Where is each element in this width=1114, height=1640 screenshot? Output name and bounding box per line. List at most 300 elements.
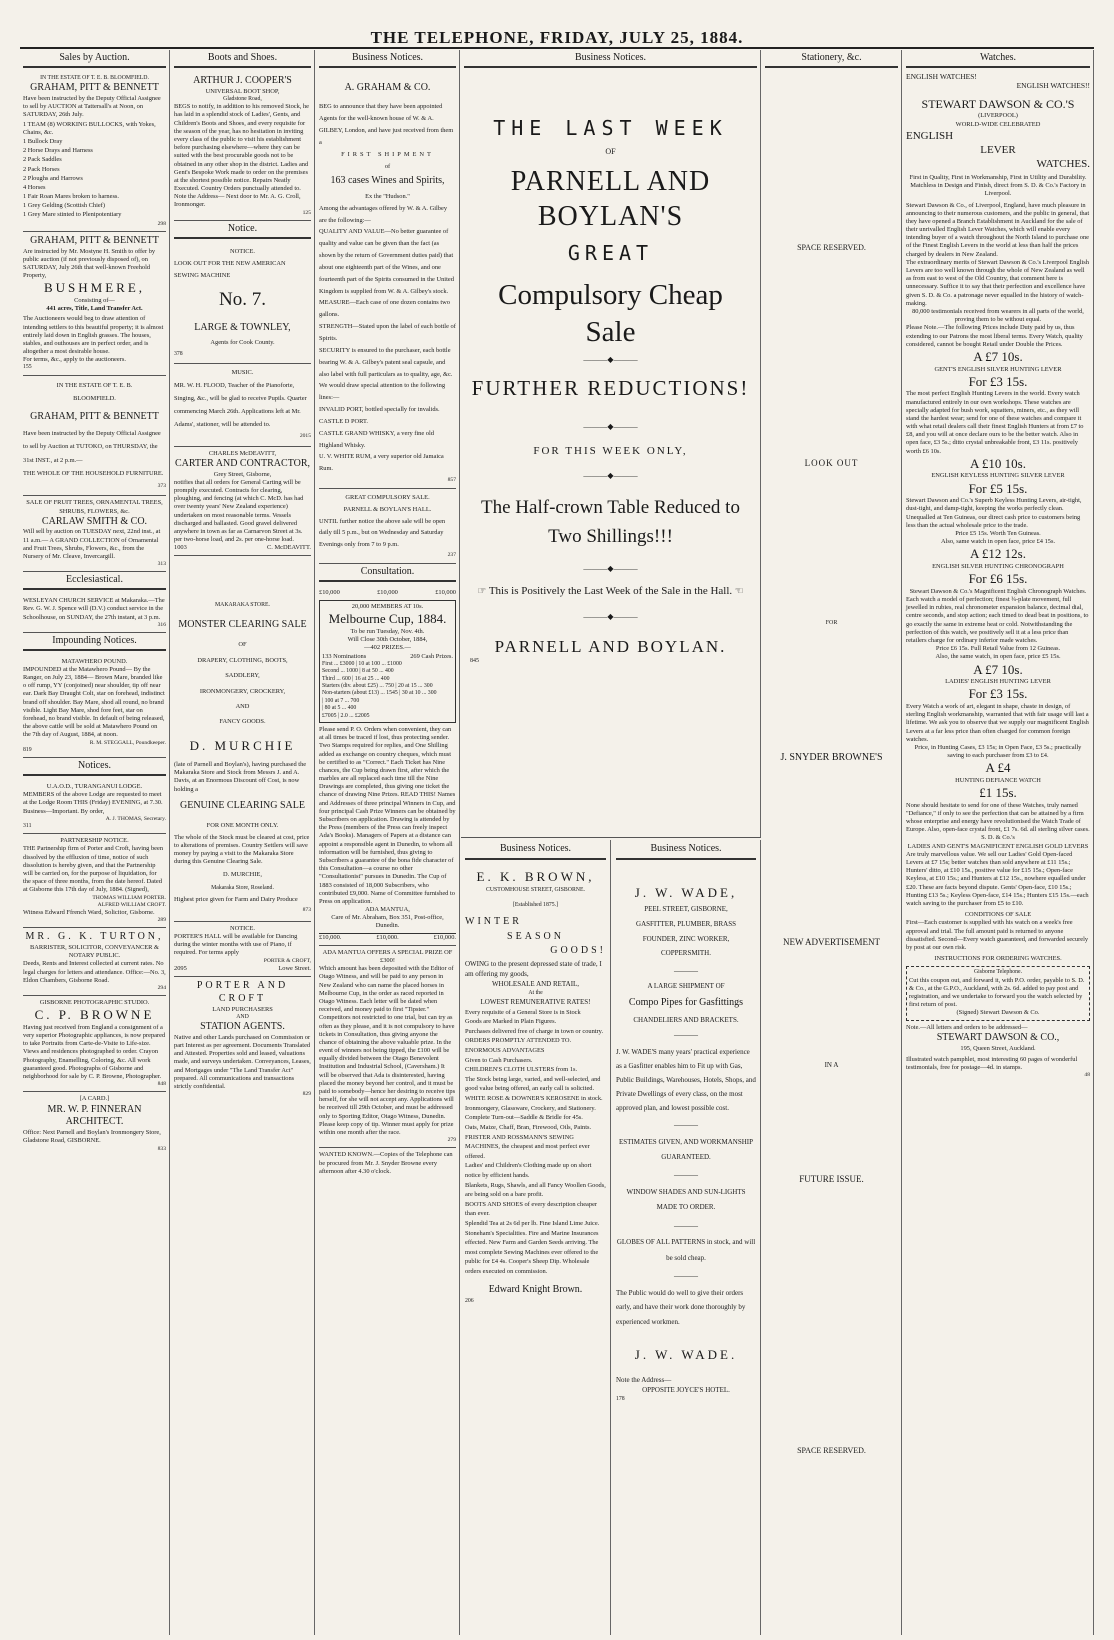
ad-body: QUALITY AND VALUE—No better guarantee of quality and value can be given than the fact (as shown by the return of Government duties paid) that about one eighteenth part of the Wines, and one fourteenth part of the Spirits consumed in the United Kingdom is supplied from W. & A. Gilbey's stock.	[319, 228, 454, 295]
ad-body: (late of Parnell and Boylan's), having purchased the Makaraka Store and Stock from Messrs J. and A. Davis, at an Enormous Discount off Cost, is now holding a	[174, 760, 307, 793]
ad-text: CUSTOMHOUSE STREET, GISBORNE.	[486, 887, 585, 894]
ad-number: 845	[470, 657, 479, 664]
ad-number: 206	[465, 1298, 474, 1305]
list-item: Every requisite of a General Store is in Stock	[465, 1008, 581, 1016]
ad-body: Stewart Dawson & Co., of Liverpool, England, have much pleasure in announcing to their numerous customers, and the public in general, that they have opened a Branch Establishment in Auckland for the sale of their unrivalled English Lever Watches, which will enable every intending buyer of a watch throughout the North Island to purchase one of the Finest English Levers in the world at less than half the prices charged by dealers in New Zealand.	[906, 201, 1090, 258]
space-reserved-label: SPACE RESERVED.	[797, 1446, 866, 1455]
list-item: 2 Pack Horses	[23, 165, 60, 173]
wine-list	[319, 404, 456, 475]
ad-fruit-trees	[23, 496, 166, 572]
list-item: 1 Bullock Dray	[23, 137, 63, 145]
masthead-title: THE TELEPHONE, FRIDAY, JULY 25, 1884.	[370, 28, 744, 47]
ad-body: Office: Next Parnell and Boylan's Ironmongery Store, Gladstone Road, GISBORNE.	[23, 1129, 161, 1145]
table-row: Second ... 1000 | 8 at 50 ... 400	[322, 668, 394, 675]
ad-text: FOR THIS WEEK ONLY,	[533, 445, 688, 458]
store-item-list	[174, 653, 311, 730]
ad-body: The extraordinary merits of Stewart Dawson & Co.'s Liverpool English Levers are too well known through the whole of New Zealand as well as from east to west of the Old Country, that comment here is unnecessary. Suffice it to say that their perfection and excellence have given S. D. & Co. a patronage never equalled in the history of watch-making.	[906, 258, 1089, 307]
list-item: Ironmongery, Glassware, Crockery, and Stationery.	[465, 1104, 596, 1112]
ad-body: SECURITY is ensured to the purchaser, each bottle bearing W. & A. Gilbey's patent seal capsule, and also label with full particulars as to quality, age, &c.	[319, 346, 453, 378]
ad-body: MR. W. H. FLOOD, Teacher of the Pianoforte, Singing, &c., will be glad to receive Pupils. Quarter commencing March 26th. Applications left at Mr. Adams', stationer, will be attended to.	[174, 382, 307, 428]
auctioneer-name: GRAHAM, PITT & BENNETT	[30, 234, 159, 246]
ad-body: Are truly marvellous value. We sell our Ladies' Gold Open-faced Levers at £7 15s; better watches than sold anywhere at £11 15s.; Hunters' ditto, at £10 15s., positive value for £15 15s.; Open-face Keyless, at £10 15s.; and Hunters at £12 15s., nowhere equalled under £20. These are facts beyond dispute. Gents' Open-face, £10 15s.; Hunting £13 5s.; Keyless Open-face, £14 15s.; Hunters £15 15s.—each watch saving to the purchaser from £5 to £10.	[906, 850, 1089, 907]
price-offer: For £3 15s.	[968, 686, 1028, 702]
ad-text: Makaraka Store, Roseland.	[211, 885, 274, 892]
ad-body: The Public would do well to give their orders early, and have their work done thoroughly by experienced workmen.	[616, 1288, 746, 1327]
ad-text: LADIES AND GENT'S MAGNIFICENT ENGLISH GOLD LEVERS	[907, 842, 1089, 850]
ad-graham-wines	[319, 72, 456, 490]
list-item: Splendid Tea at 2s 6d per lb. Fine Island Lime Juice. Stoneham's Specialities. Fire and Marine Insurances effected. New Farm and Garden Seeds arriving. The most complete Sewing Machines ever offered to the public for £4 4s. Cooper's Sheep Dip. Wholesale orders executed on commission.	[465, 1219, 600, 1276]
ad-name: D. MURCHIE	[189, 737, 296, 753]
table-row: Non-starters (about £13) ... 1545 | 30 at 10 ... 300	[322, 690, 437, 697]
ad-headline: FURTHER REDUCTIONS!	[471, 376, 750, 401]
section-header: Boots and Shoes.	[174, 52, 311, 68]
ornament-divider: ———	[674, 1030, 698, 1040]
section-header: Business Notices.	[319, 52, 456, 68]
ad-body: Every Watch a work of art, elegant in shape, chaste in design, of sterling English workmanship, warranted that with fair usage will last a lifetime. We ask you to observe that we supply our magnificent English Levers at a far less price than often charged for common foreign watches.	[906, 702, 1089, 743]
ad-tag: MAKARAKA STORE.	[215, 602, 270, 609]
ad-headline: LEVER	[980, 143, 1016, 156]
ad-text: This is Positively the Last Week of the Sale in the Hall.	[488, 584, 733, 597]
estate-line: IN THE ESTATE OF T. E. B. BLOOMFIELD.	[40, 74, 149, 81]
ad-body: Have been instructed by the Deputy Official Assignee to sell by AUCTION at Tattersall's at Noon, on SATURDAY, 26th July.	[23, 95, 161, 119]
ad-body: Will sell by auction on TUESDAY next, 22nd inst., at 11 a.m.— A GRAND COLLECTION of Ornamental and Fruit Trees, Shrubs, Flowers, &c., from the Nursery of Mr. Cleave, Invercargill.	[23, 528, 161, 561]
ad-signature: Edward Knight Brown.	[488, 1283, 583, 1295]
section-header: Ecclesiastical.	[23, 574, 166, 590]
ad-headline: WINTER	[465, 916, 522, 928]
auctioneer-name: GRAHAM, PITT & BENNETT	[30, 410, 159, 422]
ad-title: INSTRUCTIONS FOR ORDERING WATCHES.	[934, 955, 1062, 963]
ad-text: THE WHOLE OF THE HOUSEHOLD FURNITURE.	[23, 470, 164, 478]
ad-body: notifies that all orders for General Carting will be promptly executed. Contracts for clearing, ploughing, and fencing (at which C. McD. has had over twenty years' New Zealand experience) undertaken on most reasonable terms. Vessels discharged and ballasted. Good gravel delivered anywhere in town as far as Carnarvon Street at 3s. per two-horse load, and 2s. per one-horse load.	[174, 478, 304, 544]
ad-text: WINDOW SHADES AND SUN-LIGHTS MADE TO ORDER.	[626, 1188, 746, 1212]
list-item: Goods are Marked in Plain Figures.	[465, 1018, 557, 1026]
ad-turton	[23, 928, 166, 996]
ad-text: ENGLISH WATCHES!	[906, 71, 977, 81]
ad-text: For terms, &c., apply to the auctioneers.	[23, 356, 126, 364]
price-offer: For £3 15s.	[968, 373, 1028, 389]
ad-impound	[23, 655, 166, 758]
list-item: CASTLE GRAND WHISKY, a very fine old Highland Whisky.	[319, 429, 434, 449]
ad-text: Also, the same watch, in open face, price £5 15s.	[935, 653, 1061, 661]
ad-tag: [A CARD.]	[79, 1095, 110, 1103]
ad-headline: Compo Pipes for Gasfittings	[628, 996, 744, 1008]
ad-body: We would draw special attention to the following lines:—	[319, 382, 446, 402]
ad-name: STEWART DAWSON & CO.'S	[921, 96, 1075, 111]
ad-body: J. W. WADE'S many years' practical experience as a Gasfitter enables him to Fit up with Gas, Public Buildings, Warehouses, Hotels, Shops, and Private Dwellings of every class, on the most approved plan, and lowest possible cost.	[616, 1048, 756, 1113]
ad-number: 311	[23, 822, 32, 829]
watch-description: HUNTING DEFIANCE WATCH	[955, 776, 1041, 784]
ad-compulsory-sale	[319, 489, 456, 564]
ornament-divider: ———◆———	[583, 563, 638, 573]
ad-photo-studio	[23, 996, 166, 1092]
ad-text: FOR	[825, 619, 838, 626]
ad-body: PORTER'S HALL will be available for Dancing during the winter months with use of Piano, if required. For terms apply	[174, 933, 298, 957]
auctioneer-name: GRAHAM, PITT & BENNETT	[30, 82, 159, 94]
ad-body: BEG to announce that they have been appointed Agents for the well-known house of W. & A. GILBEY, London, and have just received from them a	[319, 103, 454, 146]
ad-body: IMPOUNDED at the Matawhero Pound— By the Ranger, on July 23, 1884— Brown Mare, branded like o off rump, YY (conjoined) near shoulder, tip off near ear. Dark Bay Draught Colt, star on forehead, indistinct brand off shoulder. Bay Mare, shod all round, no brand visible. Light Bay Mare, shod fore feet, star on forehead, no brand visible. In default of being released, the above cattle will be sold at Matawhero Pound on the 7th day of August, 1884, at noon.	[23, 665, 165, 739]
ad-body: The most perfect English Hunting Levers in the world. Every watch manufactured entirely in our own workshops. These watches are specially adapted for bush work, squatters, miners, etc., as they will stand the hardest wear; send for one of these watches and compare it with what retail dealers call their finest English Hunters at from £7 to £8, and you will at once declare ours to be the better watch. Also in open face, £3 5s.; ditto crystal unbreakable front, £3 11s. positively worth £6 10s.	[906, 390, 1084, 455]
ad-headline: GENUINE CLEARING SALE	[180, 800, 305, 812]
ad-body: WESLEYAN CHURCH SERVICE at Makaraka.—The Rev. G. W. J. Spence will (D.V.) conduct service in the Schoolhouse, on SUNDAY, the 27th instant, at 3 p.m.	[23, 597, 165, 621]
ad-text: At the	[528, 990, 543, 997]
list-item: U. V. WHITE RUM, a very superior old Jamaica Rum.	[319, 453, 444, 473]
section-header: Notice.	[174, 223, 311, 239]
ornament-divider: ———	[674, 1170, 698, 1180]
list-item: The Stock being large, varied, and well-selected, and good value being offered, an early call is solicited.	[465, 1075, 601, 1093]
table-row: Starters (div. about £25) ... 750 | 20 at 15 ... 300	[322, 682, 433, 689]
ad-wanted-known	[319, 1148, 456, 1179]
ad-body: Which amount has been deposited with the Editor of Otago Witness, and will be paid to any person in New Zealand who can name the placed horses in Melbourne Cup, in the order as raced reported in Otago Witness. Each letter will be dated when received, and money paid to first "Tipster." Competitors not restricted to one trial, but can try as often as they please, and it is not compulsory to have tickets in Consultation, thus giving anyone the chance of obtaining the above valuable prize. In the event of winners not being tipped, the £100 will be equally divided between the Otago Benevolent Institution and Industrial School, (Caversham.) It will be observed that Ada is disinterested, having placed the money beyond her control, and it must be paid to somebody—hence her desiring to receive tips herself, for she will not accept any. Applications will be received till 29th October, and must be addressed only to Sporting Editor, Otago Witness, Dunedin. Please keep copy of tip. Winner must apply for prize within one month after the race.	[319, 965, 456, 1136]
ad-text: Lowe Street.	[278, 964, 311, 972]
ad-music	[174, 364, 311, 446]
ad-text: Stewart Dawson & Co.'s Magnificent English Chronograph Watches.	[909, 587, 1087, 595]
ad-number: 298	[157, 220, 166, 227]
ad-name: ARTHUR J. COOPER'S	[193, 74, 292, 86]
section-header: Impounding Notices.	[23, 635, 166, 651]
list-item: 4 Horses	[23, 183, 46, 191]
ad-text: 80,000 testimonials received from wearers in all parts of the world, proving them to be without equal.	[912, 307, 1084, 324]
ad-subtitle: UNIVERSAL BOOT SHOP,	[205, 87, 280, 95]
ad-body: UNTIL further notice the above sale will be open daily till 5 p.m., but on Wednesday and Saturday Evenings only from 7 to 9 p.m.	[319, 517, 446, 548]
prize-amount: £10,000.	[319, 933, 342, 941]
ad-text: Witness Edward Ffrench Ward, Solicitor, Gisborne.	[23, 908, 155, 916]
list-item: FOUNDER, ZINC WORKER,	[642, 934, 730, 943]
ad-body: THE Partnership firm of Porter and Croft, having been dissolved by the effluxion of time, notice of such dissolution is hereby given, and that the Partnership will be carried on, for the purpose of liquidation, for the space of three months, from the date hereof. Dated at Gisborne this 17th day of July, 1884. (Signed),	[23, 845, 164, 894]
estate-line: BLOOMFIELD.	[73, 395, 116, 403]
ad-signature: D. MURCHIE,	[223, 870, 262, 878]
ad-text: Note the Address—	[616, 1375, 672, 1384]
watch-description: ENGLISH KEYLESS HUNTING SILVER LEVER	[931, 472, 1065, 480]
ad-headline: No. 7.	[219, 289, 266, 311]
ad-number: 373	[157, 482, 166, 489]
list-item: WHITE ROSE & DOWNER'S KEROSENE in stock.	[465, 1095, 603, 1103]
ornament-divider: ———	[674, 1271, 698, 1281]
ad-body: First—Each customer is supplied with his watch on a week's free approval and trial. The full amount paid is returned to anyone dissatisfied. Second—Every watch guaranteed, and forwarded securely by post at our own risk.	[906, 919, 1089, 951]
ad-makaraka-store	[174, 556, 311, 921]
ad-body: MEASURE—Each case of one dozen contains two gallons.	[319, 299, 450, 319]
section-header: Notices.	[23, 760, 166, 776]
ad-title: NOTICE.	[229, 924, 256, 932]
list-item: 2 Ploughs and Harrows	[23, 174, 83, 182]
price-offer: £1 15s.	[979, 785, 1017, 801]
column-stationery	[762, 50, 902, 1635]
price-headline: A £10 10s.	[970, 455, 1026, 471]
ad-text: ESTIMATES GIVEN, AND WORKMANSHIP GUARANTEED.	[618, 1137, 754, 1162]
ad-text: Will Close 30th October, 1884,	[347, 636, 428, 644]
watch-description: GENT'S ENGLISH SILVER HUNTING LEVER	[934, 365, 1062, 373]
list-item: Ladies' and Children's Clothing made up on short notice by efficient hands.	[465, 1162, 592, 1179]
ad-number: 833	[157, 1145, 166, 1152]
ad-subtitle: LAND PURCHASERS	[212, 1005, 273, 1013]
ad-cooper	[174, 72, 311, 221]
ad-text: Ex the "Hudson."	[365, 192, 410, 200]
ad-signature: (Signed) Stewart Dawson & Co.	[956, 1009, 1040, 1017]
ad-text: IN A	[824, 1060, 839, 1069]
ad-title: SALE OF FRUIT TREES, ORNAMENTAL TREES, SHRUBS, FLOWERS, &c.	[26, 499, 163, 515]
ad-text: —402 PRIZES.—	[364, 644, 411, 652]
stock-list	[465, 1008, 606, 1277]
ad-number: 873	[302, 907, 311, 914]
ad-subtitle: BARRISTER, SOLICITOR, CONVEYANCER & NOTARY PUBLIC.	[30, 944, 159, 960]
ad-body: MEMBERS of the above Lodge are requested to meet at the Lodge Room THIS (Friday) EVENING, at 7.30. Business—Important. By order,	[23, 791, 163, 815]
ad-text: Price £6 15s. Full Retail Value from 12 Guineas.	[935, 645, 1061, 653]
ad-text: NEW ADVERTISEMENT	[782, 937, 881, 948]
ad-body: Native and other Lands purchased on Commission or part Interest as per agreement. Documents Translated and Attested. Properties sold and leased, valuations made, and surveys undertaken. Conveyances, Leases, and Mortgages under "The Land Transfer Act" prepared. All communications and transactions strictly confidential.	[174, 1033, 311, 1091]
ad-body: Having just received from England a consignment of a very superior Photographic appliances, is now prepared to take Portraits from Carte-de-Visite to Life-size. Views and residences photographed to order. Crayon Photography, Enamelling, Coloring, &c. All work guaranteed good. Photographs of Gisborne and neighborhood for sale by C. P. Browne, Photographer.	[23, 1023, 166, 1081]
ad-bushmere	[23, 232, 166, 376]
table-row: | 100 at 7 ... 700	[322, 697, 360, 704]
list-item: Complete Turn-out—Saddle & Bridle for 45s.	[465, 1114, 583, 1122]
price-offer: For £5 15s.	[968, 480, 1028, 496]
list-item: 2 Pack Saddles	[23, 156, 62, 164]
ad-name: MR. W. P. FINNERAN ARCHITECT.	[47, 1103, 142, 1128]
list-item: ORDERS PROMPTLY ATTENDED TO.	[465, 1037, 572, 1045]
prize-amount: £10,000	[319, 588, 340, 596]
ornament-divider: ———◆———	[583, 355, 638, 365]
ad-signature: A. J. THOMAS, Secretary.	[105, 815, 166, 822]
consultation-box	[319, 600, 456, 723]
ad-signature: PARNELL AND BOYLAN.	[494, 636, 727, 656]
column-watches	[903, 50, 1094, 1635]
ad-number: 289	[157, 917, 166, 924]
ad-title: MATAWHERO POUND.	[61, 657, 128, 665]
prize-amount: £10,000	[377, 588, 398, 596]
ad-subtitle: PARNELL & BOYLAN'S HALL.	[343, 505, 432, 513]
column-sales-by-auction	[20, 50, 170, 1635]
ad-wesleyan	[23, 594, 166, 633]
ad-title: CARTER AND CONTRACTOR,	[174, 457, 311, 469]
estate-line: IN THE ESTATE OF T. E. B.	[56, 381, 133, 389]
ad-number: 178	[616, 1395, 625, 1402]
ornament-divider: ———◆———	[583, 422, 638, 432]
ad-number: 48	[1084, 1072, 1090, 1079]
list-item: Given to Cash Purchasers.	[465, 1056, 533, 1064]
list-item: PEEL STREET, GISBORNE,	[644, 905, 728, 914]
ad-number: 279	[447, 1137, 456, 1144]
ad-body: Deeds, Rents and Interest collected at current rates. No legal charges for letters and attendance. Office:—No. 3, Eldon Chambers, Gisborne Road.	[23, 960, 166, 984]
property-name: BUSHMERE,	[43, 280, 146, 296]
ad-number: 819	[23, 746, 32, 753]
ad-porters-hall	[174, 922, 311, 977]
ad-text: LOOK OUT	[804, 458, 859, 469]
list-item: 1 TEAM (8) WORKING BULLOCKS, with Yokes, Chains, &c.	[23, 120, 156, 136]
price-offer: For £6 15s.	[968, 571, 1028, 587]
pointing-hand-icon: ☞ This is Positively the Last Week of the Sale in the Hall. ☜	[477, 584, 744, 597]
ad-title: PARTNERSHIP NOTICE.	[60, 837, 129, 845]
section-header: Business Notices.	[464, 52, 757, 68]
price-headline: A £7 10s.	[973, 348, 1023, 364]
ad-body: Each watch a model of perfection; finest ¾-plate movement, full jewelled in rubies, real chronometer expansion balance, decimal dial, centre seconds, and stop action; each timed to dead beat in positions, to go exactly the same in extreme heat or cold. Notwithstanding the perfection of this watch, we positively sell it at a less price than retailers charge for ordinary inferior made watches.	[906, 596, 1089, 644]
ad-text: 441 acres, Title, Land Transfer Act.	[46, 305, 143, 313]
ad-number: 294	[157, 984, 166, 991]
ad-headline: Melbourne Cup, 1884.	[328, 611, 447, 627]
order-coupon	[906, 966, 1090, 1020]
column-boots-and-shoes	[171, 50, 315, 1635]
ad-name: LARGE & TOWNLEY,	[194, 322, 291, 334]
ad-body: The whole of the Stock must be cleared at cost, price to alterations of premises. Country Settlers will save money by paying a visit to the Makaraka Store during this Genuine Clearing Sale.	[174, 833, 310, 866]
ad-text: Also, same watch in open face, price £4 15s.	[940, 538, 1056, 546]
ad-number: 237	[447, 552, 456, 559]
ad-text: First in Quality, First in Workmanship, First in Utility and Durability. Matchless in Design and Finish, direct from S. D. & Co.'s Factory in Liverpool.	[909, 173, 1087, 198]
section-header: Stationery, &c.	[765, 52, 898, 68]
ad-title: MUSIC.	[231, 369, 254, 377]
ad-porter-croft-land	[174, 977, 311, 1101]
ad-text: 133 Nominations	[322, 652, 367, 660]
ad-text: OF	[238, 641, 247, 649]
section-header: Business Notices.	[616, 842, 756, 860]
table-row: Third ... 600 | 16 at 25 ... 400	[322, 675, 390, 682]
ornament-divider: ———	[674, 966, 698, 976]
ad-headline: 163 cases Wines and Spirits,	[330, 175, 445, 187]
prize-table	[322, 661, 453, 720]
trade-list	[616, 902, 756, 961]
ad-headline: THE LAST WEEK	[493, 115, 728, 140]
ad-text: 269 Cash Prizes.	[410, 652, 453, 660]
ad-bullocks-sale	[23, 72, 166, 232]
column-jw-wade	[612, 840, 761, 1635]
ad-body: The Auctioneers would beg to draw attention of intending settlers to this beautiful property; it is almost entirely laid down in English grasses. The houses, stables, and outhouses are in perfect order, and is altogether a most desirable house.	[23, 315, 164, 356]
ad-consultation	[319, 586, 456, 946]
ad-text: Grey Street, Gisborne,	[213, 470, 272, 478]
ad-name: STEWART DAWSON & CO.,	[936, 1031, 1060, 1043]
ad-number: 848	[157, 1081, 166, 1088]
list-item: BOOTS AND SHOES of every description cheaper than ever.	[465, 1200, 598, 1218]
ornament-divider: ———◆———	[583, 470, 638, 480]
ad-text: 195, Queen Street, Auckland.	[960, 1044, 1036, 1052]
ad-body: WANTED KNOWN.—Copies of the Telephone can be procured from Mr. J. Snyder Browne every afternoon after 4.30 o'clock.	[319, 1151, 453, 1175]
price-headline: A £4	[985, 760, 1011, 776]
ad-number: 316	[157, 621, 166, 628]
ad-text: GREAT	[567, 241, 654, 266]
column-business-notices-1	[316, 50, 460, 1635]
ad-body: Stewart Dawson and Co.'s Superb Keyless Hunting Levers, air-tight, dust-tight, and damp-tight, keeping the works perfectly clean. Unequalled at Ten Guineas, our direct cash price to customers being less than the actual wholesale price to the trade.	[906, 497, 1082, 529]
ad-text: OF	[605, 147, 616, 157]
ad-lodge	[23, 780, 166, 834]
list-item: 1 Grey Mare stinted to Plenipotentiary	[23, 211, 122, 219]
ad-text: Price, in Hunting Cases, £3 15s; in Open Face, £3 5s.; practically saving to each purchaser from £3 to £4.	[914, 743, 1082, 760]
list-item: DRAPERY, CLOTHING, BOOTS,	[197, 656, 288, 664]
ad-partnership	[23, 834, 166, 928]
ad-text: ENGLISH WATCHES!!	[1016, 81, 1090, 91]
ad-finneran	[23, 1092, 166, 1155]
ad-body: Illustrated watch pamphlet, most interesting 60 pages of wonderful testimonials, free for postage—4d. in stamps.	[906, 1055, 1078, 1071]
ad-number: 1003	[174, 544, 187, 552]
ad-name: A. GRAHAM & CO.	[344, 81, 431, 93]
ad-body: None should hesitate to send for one of these Watches, truly named "Defiance," if only to see the perfection that can be attained by a firm whose enterprise and energy have revolutionised the Watch Trade of Europe. Also, open-face crystal front, £1 7s. 6d. all sterling silver cases.	[906, 801, 1090, 834]
ad-household-furniture	[23, 376, 166, 496]
ad-title: ADA MANTUA OFFERS A SPECIAL PRIZE OF £300!	[322, 948, 453, 965]
ad-title: CONDITIONS OF SALE	[964, 911, 1032, 919]
prize-amount: £10,000	[435, 588, 456, 596]
prize-banner	[319, 933, 456, 942]
ad-text: To be run Tuesday, Nov. 4th.	[350, 627, 425, 635]
ad-name: J. W. WADE,	[634, 884, 738, 900]
ad-text: FIRST SHIPMENT	[341, 150, 434, 158]
ad-text: Agents for Cook County.	[210, 339, 275, 347]
list-item: ENORMOUS ADVANTAGES	[465, 1047, 545, 1055]
ad-body: LOOK OUT FOR THE NEW AMERICAN SEWING MACHINE	[174, 259, 286, 279]
ad-text: Price £5 15s. Worth Ten Guineas.	[955, 530, 1041, 538]
watch-description: ENGLISH SILVER HUNTING CHRONOGRAPH	[932, 563, 1064, 571]
list-item: Blankets, Rugs, Shawls, and all Fancy Woollen Goods, are being sold on a bare profit.	[465, 1181, 606, 1199]
ad-name: E. K. BROWN,	[476, 868, 595, 884]
list-item: AND	[235, 702, 250, 710]
column-parnell-boylan	[461, 50, 761, 838]
section-header: Consultation.	[319, 566, 456, 582]
ad-signature: ALFRED WILLIAM CROFT.	[97, 901, 166, 908]
ad-headline: Compulsory Cheap Sale	[498, 278, 723, 348]
table-row: First ... £3000 | 10 at 100 ... £1000	[322, 660, 402, 667]
ad-number: 2015	[299, 433, 311, 440]
ad-body: Among the advantages offered by W. & A. Gilbey are the following:—	[319, 204, 448, 224]
ad-body: STRENGTH—Stated upon the label of each bottle of Spirits.	[319, 323, 456, 342]
list-item: GASFITTER, PLUMBER, BRASS	[636, 920, 736, 929]
ad-name: PARNELL AND BOYLAN'S	[510, 165, 711, 233]
ad-headline: GOODS!	[550, 945, 606, 957]
ad-signature: J. W. WADE.	[634, 1346, 738, 1362]
list-item: CHILDREN'S CLOTH ULSTERS from 1s.	[465, 1066, 578, 1074]
column-ek-brown	[461, 840, 611, 1635]
masthead	[0, 0, 1114, 47]
ornament-divider: ———	[674, 1120, 698, 1130]
list-item: 1 Fair Roan Mares broken to harness.	[23, 193, 120, 201]
section-header: Watches.	[906, 52, 1090, 68]
ornament-divider: ———	[674, 1220, 698, 1230]
ad-title: GISBORNE PHOTOGRAPHIC STUDIO.	[39, 999, 150, 1007]
ad-text: WHOLESALE AND RETAIL,	[491, 979, 580, 988]
ad-headline: WATCHES.	[1036, 157, 1090, 170]
ad-number: 2095	[174, 964, 187, 972]
ad-text: OPPOSITE JOYCE'S HOTEL.	[642, 1385, 730, 1394]
ad-body: OWING to the present depressed state of trade, I am offering my goods,	[465, 959, 602, 978]
ad-body: Please send P. O. Orders when convenient, they can at all times be traced if lost, thus protecting sender. Two Stamps required for replies, and One Shilling added as exchange on country cheques, which must be certified to as "Correct." Each Ticket has Nine chances, the Cup being drawn first, after which the marbles are all replaced each time till the Nine Drawings are completed, thus giving one ticket the chance of drawing Nine Prizes. READ THIS! Names and Addresses of three principal Winners in Cup, and four principal Cash Prize Winners can be obtained by Subscribers on application. Drawing is attended by the Press (members of the Press can freely inspect Ada's Books). Managers of Papers at a distance can appoint a responsible agent in Dunedin, to whom all information will be furnished, thus giving to Subscribers a guarantee of the bona fide character of this Consultation—a course no other "Consultationist" pursues in Dunedin. The Cup of 1883 consisted of 18,000 Subscribers, who contributed £9,000. Name of Committee furnished to Press on application.	[319, 725, 456, 905]
ad-number: 125	[302, 209, 311, 216]
ad-sewing-machine	[174, 243, 311, 365]
list-item: Purchases delivered free of charge in town or country.	[465, 1027, 604, 1035]
ad-text: Consisting of—	[74, 296, 115, 304]
ad-name: C. P. BROWNE	[34, 1007, 155, 1023]
ad-text: S. D. & Co.'s	[981, 834, 1015, 842]
ad-text: [Established 1875.]	[512, 901, 559, 908]
ad-body: Please Note.—The following Prices include Duty paid by us, thus extending to our Patrons the most liberal terms. Every Watch, quality considered, cannot be bought Retail under Double the Prices.	[906, 324, 1083, 348]
list-item: 2 Horse Drays and Harness	[23, 147, 93, 155]
ad-title: NOTICE.	[229, 247, 256, 255]
ad-text: AND	[236, 1013, 249, 1020]
list-item: INVALID PORT, bottled specially for invalids.	[319, 406, 440, 414]
ad-carter	[174, 447, 311, 557]
ad-signature: THOMAS WILLIAM PORTER.	[92, 894, 166, 901]
ad-text: Note.—All letters and orders to be addressed—	[906, 1023, 1028, 1031]
prize-amount: £10,000.	[376, 933, 399, 941]
ad-text: FOR ONE MONTH ONLY.	[206, 822, 279, 830]
ad-number: 155	[23, 364, 32, 371]
ad-text: CHANDELIERS AND BRACKETS.	[633, 1016, 739, 1025]
ad-name: PORTER AND CROFT	[196, 979, 289, 1004]
ad-text: A LARGE SHIPMENT OF	[647, 981, 725, 990]
auctioneer-name: CARLAW SMITH & CO.	[41, 515, 148, 527]
ad-signature: ADA MANTUA,	[365, 906, 410, 914]
ad-title: MONSTER CLEARING SALE	[178, 619, 307, 631]
ad-title: MR. G. K. TURTON,	[25, 931, 164, 943]
list-item: FANCY GOODS.	[219, 718, 266, 726]
ad-signature: PORTER & CROFT,	[263, 957, 311, 964]
ad-ada-mantua	[319, 946, 456, 1148]
ad-text: LOWEST REMUNERATIVE RATES!	[480, 998, 591, 1007]
prize-banner	[319, 589, 456, 597]
table-row: | 80 at 5 ... 400	[322, 705, 357, 712]
list-item: CASTLE D PORT.	[319, 417, 369, 425]
ad-name: CHARLES McDEAVITT,	[208, 449, 277, 457]
